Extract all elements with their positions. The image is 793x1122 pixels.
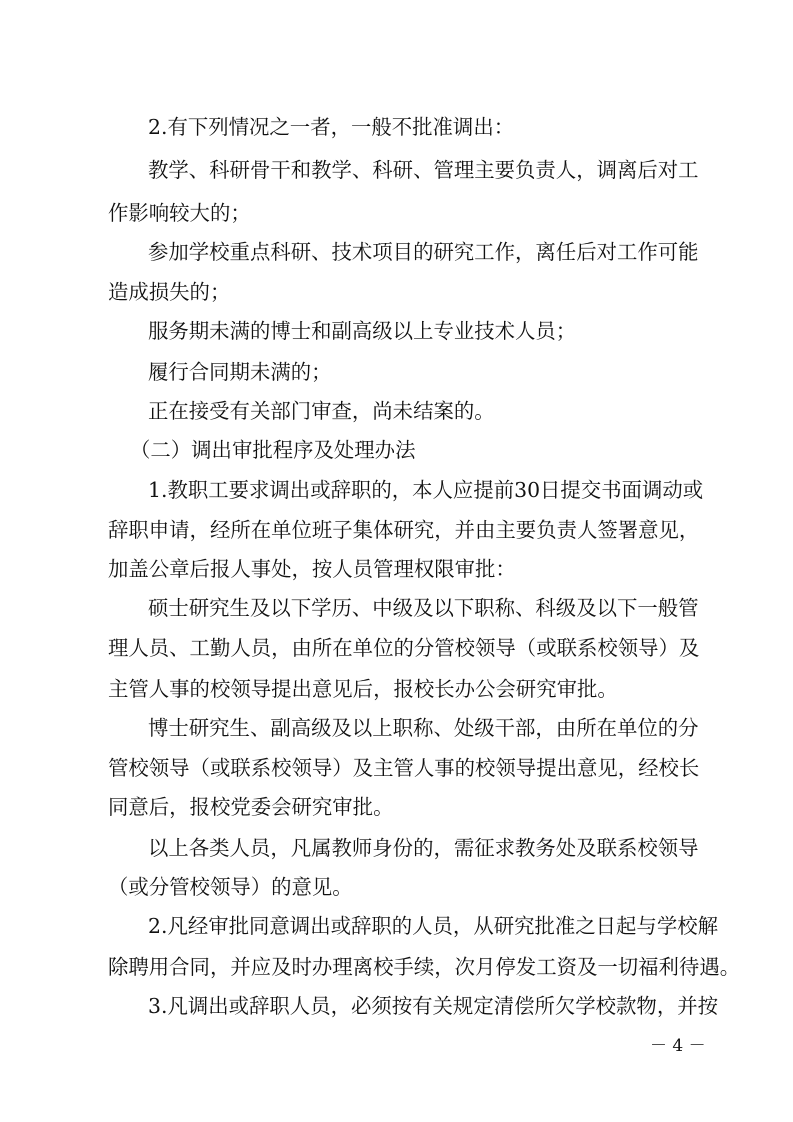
text-line: （或分管校领导）的意见。	[108, 875, 353, 899]
text-line: 2.凡经审批同意调出或辞职的人员，从研究批准之日起与学校解	[148, 914, 718, 938]
text-line: 同意后，报校党委会研究审批。	[108, 795, 394, 819]
text-line: 博士研究生、副高级及以上职称、处级干部，由所在单位的分	[148, 716, 699, 740]
text-line: 以上各类人员，凡属教师身份的，需征求教务处及联系校领导	[148, 836, 699, 860]
text-line: 3.凡调出或辞职人员，必须按有关规定清偿所欠学校款物，并按	[148, 994, 718, 1018]
text-line: 理人员、工勤人员，由所在单位的分管校领导（或联系校领导）及	[108, 636, 700, 660]
section-heading: （二）调出审批程序及处理办法	[130, 438, 416, 462]
text-line: 造成损失的；	[108, 280, 231, 304]
text-line: 管校领导（或联系校领导）及主管人事的校领导提出意见，经校长	[108, 756, 700, 780]
text-line: 除聘用合同，并应及时办理离校手续，次月停发工资及一切福利待遇。	[108, 955, 741, 979]
text-line: 硕士研究生及以下学历、中级及以下职称、科级及以下一般管	[148, 596, 699, 620]
text-line: 教学、科研骨干和教学、科研、管理主要负责人，调离后对工	[148, 158, 699, 182]
text-line: 履行合同期未满的；	[148, 360, 332, 384]
text-line: 正在接受有关部门审查，尚未结案的。	[148, 399, 495, 423]
text-line: 参加学校重点科研、技术项目的研究工作，离任后对工作可能	[148, 240, 699, 264]
page-number: － 4 －	[650, 1036, 706, 1056]
text-line: 加盖公章后报人事处，按人员管理权限审批：	[108, 557, 516, 581]
text-line: 主管人事的校领导提出意见后，报校长办公会研究审批。	[108, 677, 618, 701]
text-line: 服务期未满的博士和副高级以上专业技术人员；	[148, 319, 577, 343]
text-line: 2.有下列情况之一者，一般不批准调出：	[148, 115, 515, 139]
text-line: 辞职申请，经所在单位班子集体研究，并由主要负责人签署意见，	[108, 518, 700, 542]
text-line: 作影响较大的；	[108, 201, 251, 225]
text-line: 1.教职工要求调出或辞职的，本人应提前30日提交书面调动或	[148, 478, 704, 502]
